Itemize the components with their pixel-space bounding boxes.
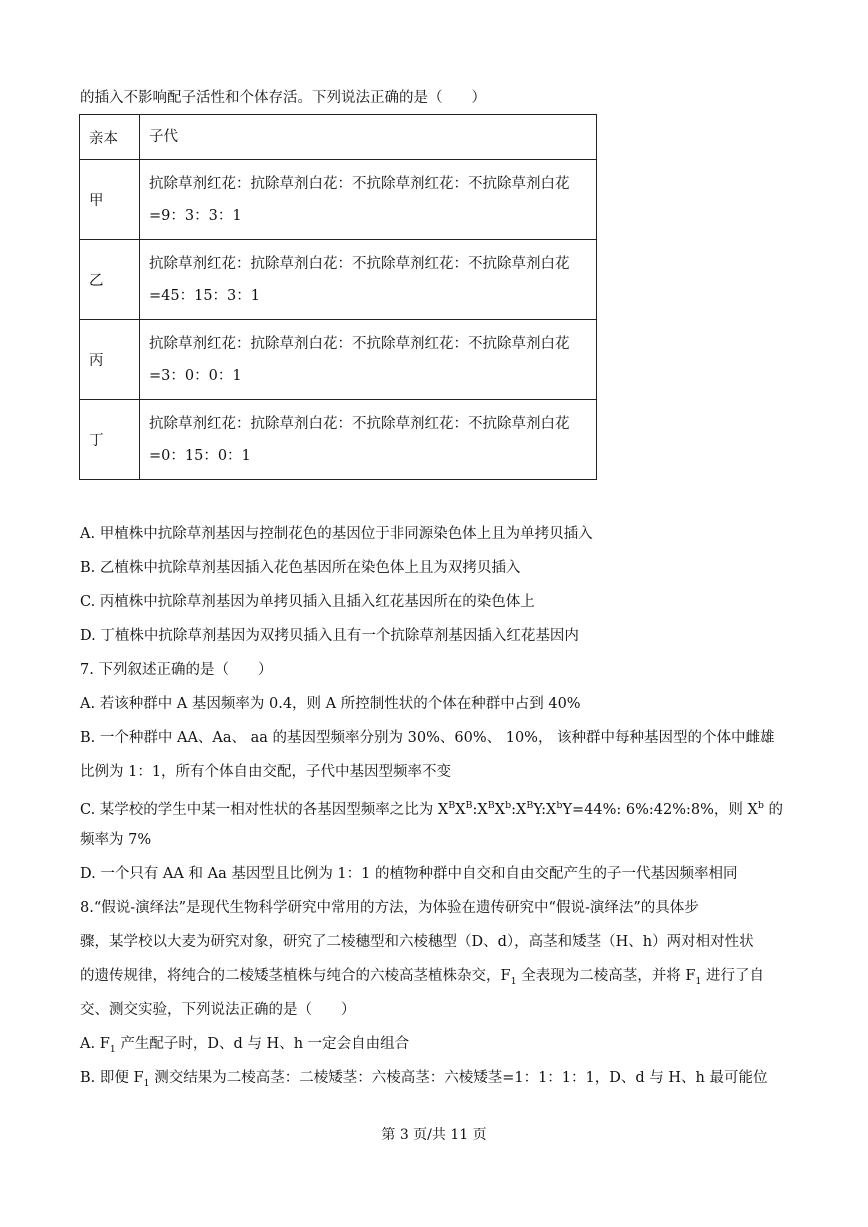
row-parent: 甲 <box>80 160 140 240</box>
q7-option-b-cont: 比例为 1：1，所有个体自由交配，子代中基因型频率不变 <box>80 764 452 780</box>
page-number-footer: 第 3 页/共 11 页 <box>381 1127 487 1143</box>
q8-stem-line2: 骤，某学校以大麦为研究对象，研究了二棱穗型和六棱穗型（D、d），高茎和矮茎（H、h）两对相对性状 <box>80 934 754 950</box>
row-offspring: 抗除草剂红花：抗除草剂白花：不抗除草剂红花：不抗除草剂白花 =9：3：3：1 <box>140 160 597 240</box>
q6-option-d: D. 丁植株中抗除草剂基因为双拷贝插入且有一个抗除草剂基因插入红花基因内 <box>80 628 579 644</box>
q7-option-b: B. 一个种群中 AA、Aa、 aa 的基因型频率分别为 30%、60%、 10%， 该种群中每种基因型的个体中雌雄 <box>80 730 775 746</box>
table-header-row <box>80 115 597 160</box>
question-6-stem-end: 的插入不影响配子活性和个体存活。下列说法正确的是（ ） <box>80 90 486 106</box>
q6-option-a: A. 甲植株中抗除草剂基因与控制花色的基因位于非同源染色体上且为单拷贝插入 <box>80 526 593 542</box>
row-parent: 丁 <box>80 400 140 480</box>
q6-option-b: B. 乙植株中抗除草剂基因插入花色基因所在染色体上且为双拷贝插入 <box>80 560 521 576</box>
q8-stem-line3: 的遗传规律，将纯合的二棱矮茎植株与纯合的六棱高茎植株杂交，$F_1$ 全表现为二棱高茎，并将 $F_1$ 进行了自 <box>80 968 765 987</box>
table-row <box>80 160 597 240</box>
table-row <box>80 400 597 480</box>
row-offspring: 抗除草剂红花：抗除草剂白花：不抗除草剂红花：不抗除草剂白花 =0：15：0：1 <box>140 400 597 480</box>
q8-stem-line4: 交、测交实验，下列说法正确的是（ ） <box>80 1002 356 1018</box>
header-offspring: 子代 <box>140 115 597 160</box>
q7-option-a: A. 若该种群中 A 基因频率为 0.4，则 A 所控制性状的个体在种群中占到 40% <box>80 696 581 712</box>
table-row <box>80 320 597 400</box>
q8-stem-line1: 8.“假说-演绎法”是现代生物科学研究中常用的方法，为体验在遗传研究中“假说-演绎法”的具体步 <box>80 900 699 916</box>
q8-option-a: A. $F_1$ 产生配子时，D、d 与 H、h 一定会自由组合 <box>80 1036 410 1055</box>
q6-option-c: C. 丙植株中抗除草剂基因为单拷贝插入且插入红花基因所在的染色体上 <box>80 594 535 610</box>
row-parent: 乙 <box>80 240 140 320</box>
row-offspring: 抗除草剂红花：抗除草剂白花：不抗除草剂红花：不抗除草剂白花 =3：0：0：1 <box>140 320 597 400</box>
q7-stem: 7. 下列叙述正确的是（ ） <box>80 662 273 678</box>
q7-option-d: D. 一个只有 AA 和 Aa 基因型且比例为 1：1 的植物种群中自交和自由交配产生的子一代基因频率相同 <box>80 866 738 882</box>
cross-results-table <box>79 114 597 480</box>
header-parent: 亲本 <box>80 115 140 160</box>
q7-option-c-cont: 频率为 7% <box>80 832 152 848</box>
row-parent: 丙 <box>80 320 140 400</box>
row-offspring: 抗除草剂红花：抗除草剂白花：不抗除草剂红花：不抗除草剂白花 =45：15：3：1 <box>140 240 597 320</box>
table-row <box>80 240 597 320</box>
q7-option-c: C. 某学校的学生中某一相对性状的各基因型频率之比为 $X^BX^B:X^BX^b:X^BY:X^bY=44\%$: 6%:42%:8%，则 $X^b$ 的 <box>80 800 784 818</box>
q8-option-b: B. 即便 $F_1$ 测交结果为二棱高茎：二棱矮茎：六棱高茎：六棱矮茎=1：1：1：1，D、d 与 H、h 最可能位 <box>80 1070 768 1089</box>
